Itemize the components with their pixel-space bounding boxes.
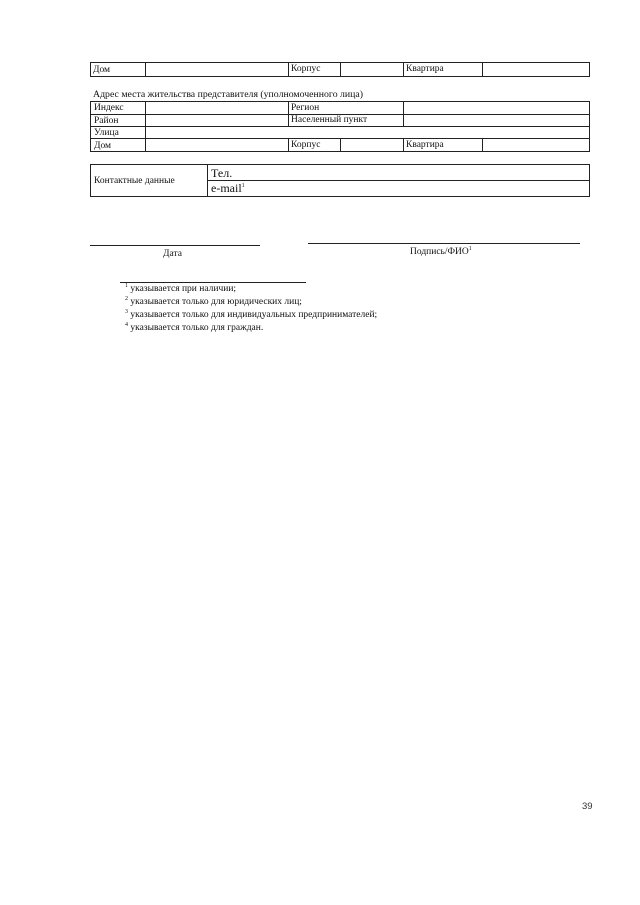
table-border <box>90 101 590 102</box>
footnote-1: $^1$ указывается при наличии; <box>125 282 237 294</box>
korpus-label: Корпус <box>291 140 321 150</box>
table-border <box>288 62 289 77</box>
table-border <box>403 62 404 77</box>
table-border <box>340 62 341 77</box>
date-line <box>90 245 260 246</box>
table-border <box>90 196 590 197</box>
table-border <box>482 138 483 151</box>
kvartira-label: Квартира <box>406 140 444 150</box>
table-border <box>207 164 208 197</box>
rayon-label: Район <box>94 116 119 126</box>
section-title: Адрес места жительства представителя (уполномоченного лица) <box>93 89 364 100</box>
page-number: 39 <box>582 801 593 812</box>
footnote-separator <box>120 282 306 283</box>
signature-footnote-mark: 1 <box>468 245 472 252</box>
table-border <box>403 101 404 126</box>
region-label: Регион <box>291 103 320 113</box>
table-border <box>403 138 404 151</box>
signature-line <box>308 243 580 244</box>
email-label: e-mail$^1$ <box>211 181 245 195</box>
table-border <box>90 62 91 77</box>
table-border <box>90 164 590 165</box>
table-border <box>90 151 590 152</box>
tel-label: Тел. <box>211 166 233 180</box>
table-border <box>589 62 590 77</box>
table-border <box>589 101 590 152</box>
kvartira-label: Квартира <box>406 64 444 74</box>
table-border <box>145 101 146 152</box>
signature-label: Подпись/ФИО$^1$ <box>410 245 472 257</box>
table-border <box>207 180 590 181</box>
table-border <box>288 138 289 151</box>
footnote-3: $^3$ указывается только для индивидуальных предпринимателей; <box>125 308 378 320</box>
index-label: Индекс <box>94 103 124 113</box>
table-border <box>145 62 146 77</box>
korpus-label: Корпус <box>291 64 321 74</box>
table-border <box>90 101 91 152</box>
table-border <box>90 126 590 127</box>
ulica-label: Улица <box>94 128 119 138</box>
footnote-4: $^4$ указывается только для граждан. <box>125 321 264 333</box>
table-border <box>288 101 289 126</box>
email-footnote-mark: 1 <box>241 183 245 189</box>
nas-punkt-label: Населенный пункт <box>291 115 368 125</box>
date-label: Дата <box>163 249 182 259</box>
table-border <box>340 138 341 151</box>
dom-label: Дом <box>94 141 112 151</box>
contacts-label: Контактные данные <box>94 176 175 186</box>
table-border <box>482 62 483 77</box>
table-border <box>90 164 91 197</box>
dom-label: Дом <box>93 65 111 75</box>
table-border <box>589 164 590 197</box>
footnote-2: $^2$ указывается только для юридических лиц; <box>125 295 302 307</box>
